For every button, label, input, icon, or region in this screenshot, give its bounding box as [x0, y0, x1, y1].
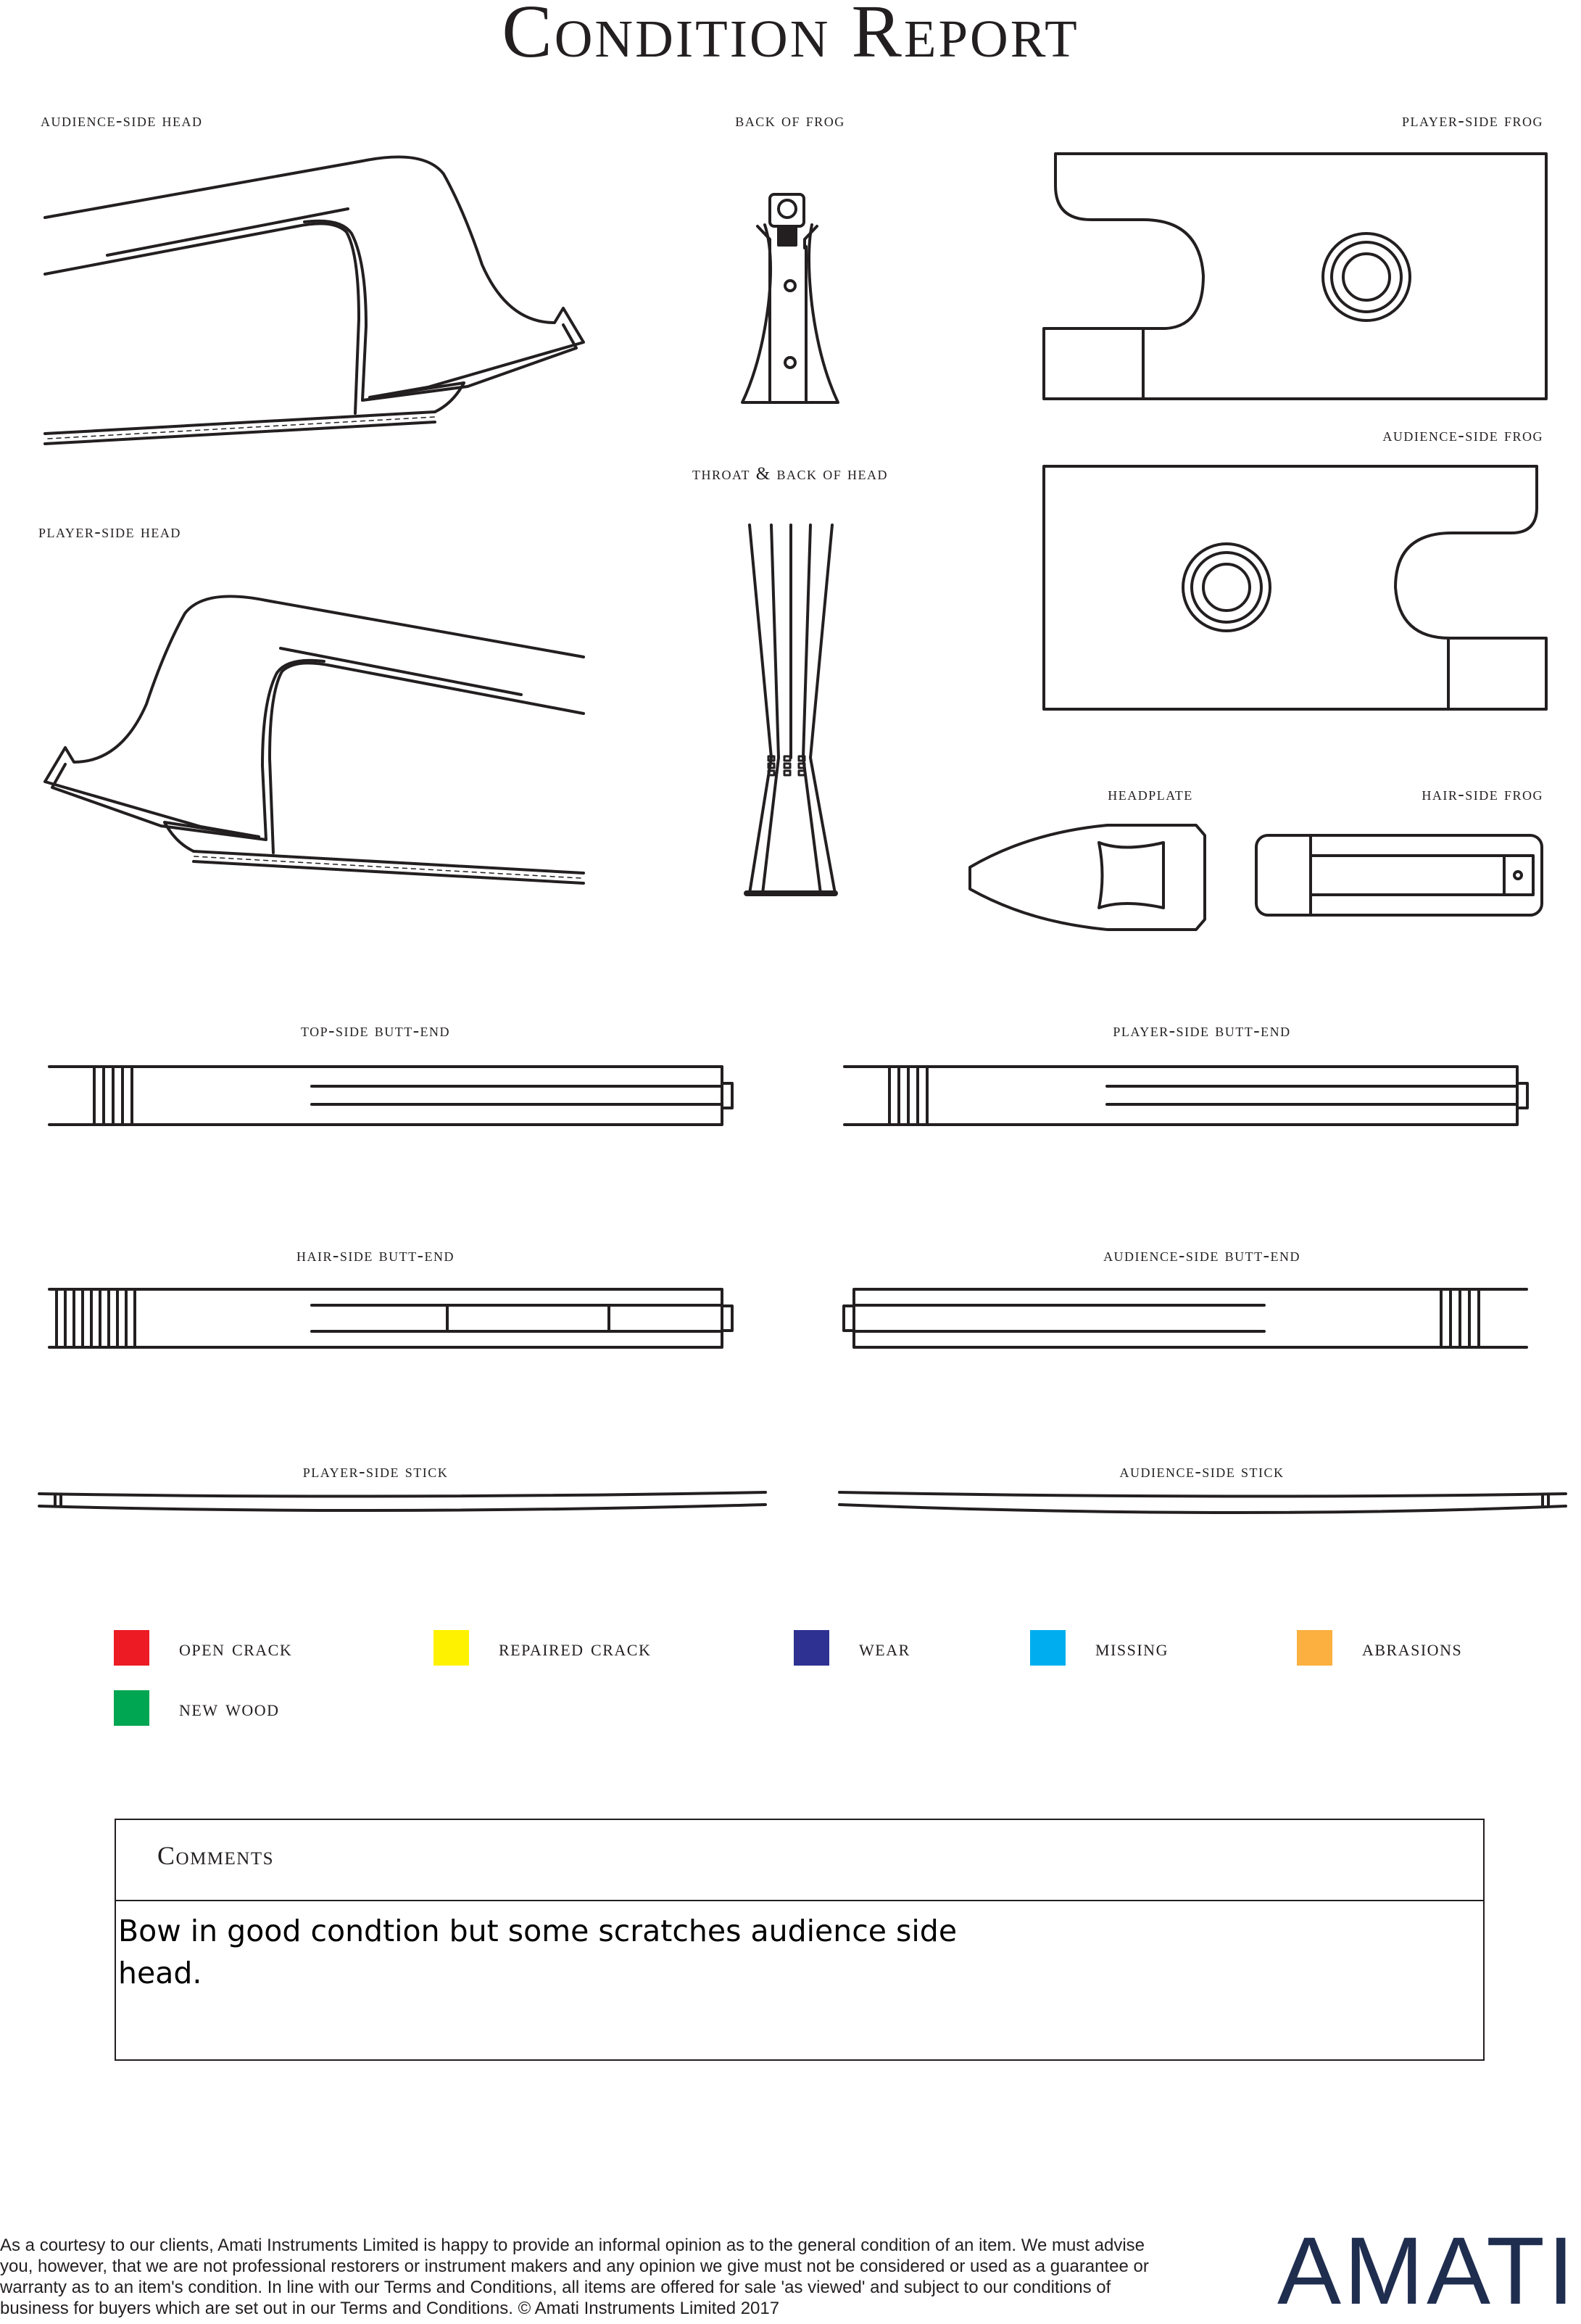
swatch-abrasions: [1297, 1630, 1332, 1666]
comments-title: Comments: [157, 1841, 275, 1870]
legend-abrasions: [1297, 1630, 1462, 1666]
player-side-head-drawing[interactable]: [45, 596, 584, 883]
player-side-butt-end-drawing[interactable]: [845, 1067, 1527, 1125]
label-player-side-frog: player-side frog: [1402, 111, 1543, 131]
label-top-side-butt-end: top-side butt-end: [300, 1021, 451, 1041]
legend-label: new wood: [179, 1695, 280, 1721]
amati-logo: AMATI: [1277, 2217, 1577, 2324]
legend-label: wear: [859, 1634, 910, 1661]
label-hair-side-frog: hair-side frog: [1422, 785, 1543, 804]
disclaimer-text: As a courtesy to our clients, Amati Instruments Limited is happy to provide an informal opinion as to the general condition of an item. We must advise you, however, that we are not professional restorers or instrument makers and any opinion we give must not be considered or used as a guarantee or warranty as to an item's condition. In line with our Terms and Conditions, all items are offered for sale 'as viewed' and subject to our conditions of business for buyers which are set out in our Terms and Conditions. © Amati Instruments Limited 2017: [0, 2236, 1149, 2318]
legend-open-crack: [114, 1630, 292, 1666]
label-hair-side-butt-end: hair-side butt-end: [296, 1246, 455, 1265]
label-audience-side-stick: audience-side stick: [1119, 1462, 1285, 1481]
audience-side-head-drawing[interactable]: [45, 157, 584, 444]
label-player-side-head: player-side head: [38, 522, 181, 542]
audience-side-stick-drawing[interactable]: [839, 1492, 1566, 1513]
legend-repaired-crack: [433, 1630, 651, 1666]
legend-label: repaired crack: [499, 1634, 652, 1661]
comments-text[interactable]: Bow in good condtion but some scratches audience side head.: [118, 1914, 958, 1990]
headplate-drawing[interactable]: [970, 825, 1205, 930]
label-back-of-frog: back of frog: [735, 111, 845, 131]
label-headplate: headplate: [1108, 785, 1193, 804]
throat-back-of-head-drawing[interactable]: [747, 525, 835, 893]
hair-side-butt-end-drawing[interactable]: [49, 1289, 732, 1347]
legend-new-wood: [114, 1690, 280, 1726]
label-player-side-stick: player-side stick: [302, 1462, 449, 1481]
label-throat-back-of-head: throat & back of head: [692, 464, 888, 484]
player-side-stick-drawing[interactable]: [39, 1492, 765, 1510]
label-audience-side-butt-end: audience-side butt-end: [1103, 1246, 1300, 1265]
swatch-wear: [794, 1630, 829, 1666]
label-player-side-butt-end: player-side butt-end: [1113, 1021, 1291, 1041]
swatch-new-wood: [114, 1690, 149, 1726]
legend-missing: [1030, 1630, 1169, 1666]
comments-box: [115, 1819, 1485, 2061]
swatch-missing: [1030, 1630, 1066, 1666]
hair-side-frog-drawing[interactable]: [1256, 835, 1542, 915]
swatch-repaired-crack: [433, 1630, 469, 1666]
legend-label: missing: [1095, 1634, 1169, 1661]
audience-side-butt-end-drawing[interactable]: [844, 1289, 1527, 1347]
legend-wear: [794, 1630, 910, 1666]
back-of-frog-drawing[interactable]: [742, 194, 838, 402]
comments-header: [116, 1820, 1483, 1901]
label-audience-side-frog: audience-side frog: [1382, 426, 1543, 445]
swatch-open-crack: [114, 1630, 149, 1666]
page-title: Condition Report: [502, 0, 1079, 73]
label-audience-side-head: audience-side head: [41, 111, 203, 131]
player-side-frog-drawing[interactable]: [1044, 154, 1546, 399]
audience-side-frog-drawing[interactable]: [1044, 466, 1546, 709]
legend-label: open crack: [179, 1634, 293, 1661]
top-side-butt-end-drawing[interactable]: [49, 1067, 732, 1125]
legend-label: abrasions: [1362, 1634, 1463, 1661]
